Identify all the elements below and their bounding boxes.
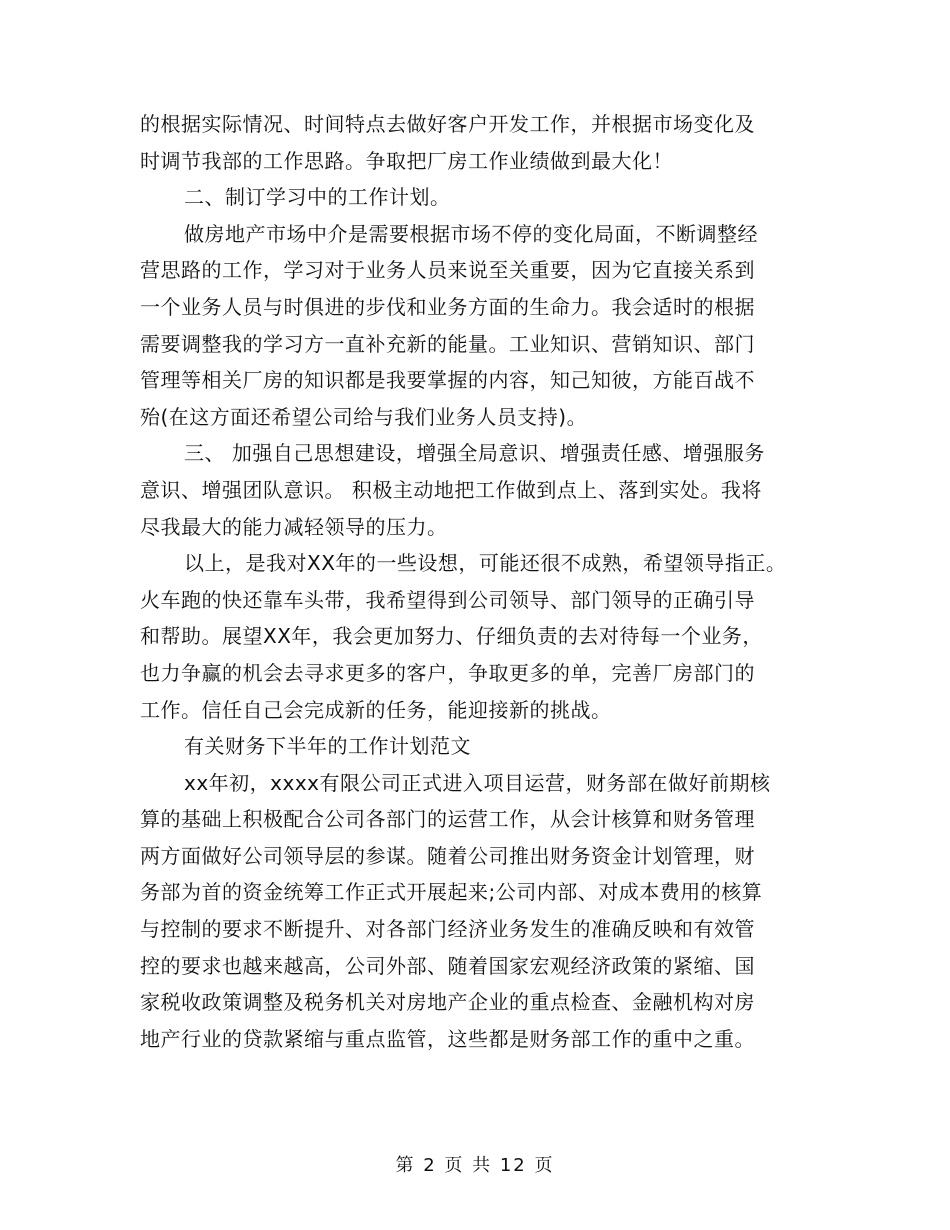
text-line: 控的要求也越来越高，公司外部、随着国家宏观经济政策的紧缩、国 (140, 953, 755, 978)
text-line: 务部为首的资金统筹工作正式开展起来;公司内部、对成本费用的核算 (140, 880, 763, 905)
text-line: 地产行业的贷款紧缩与重点监管，这些都是财务部工作的重中之重。 (140, 1026, 755, 1051)
text-line: 营思路的工作，学习对于业务人员来说至关重要，因为它直接关系到 (140, 258, 755, 283)
text-line: 一个业务人员与时俱进的步伐和业务方面的生命力。我会适时的根据 (140, 294, 755, 319)
document-body (140, 106, 820, 1057)
text-line: 管理等相关厂房的知识都是我要掌握的内容，知己知彼，方能百战不 (140, 368, 755, 393)
text-line: 两方面做好公司领导层的参谋。随着公司推出财务资金计划管理，财 (140, 843, 755, 868)
text-line: 和帮助。展望XX年，我会更加努力、仔细负责的去对待每一个业务， (140, 624, 763, 649)
text-line: 有关财务下半年的工作计划范文 (184, 734, 471, 759)
text-line: 以上，是我对XX年的一些设想，可能还很不成熟，希望领导指正。 (184, 551, 787, 576)
text-line: 意识、增强团队意识。 积极主动地把工作做到点上、落到实处。我将 (140, 477, 762, 502)
text-line: 与控制的要求不断提升、对各部门经济业务发生的准确反映和有效管 (140, 917, 755, 942)
text-line: 时调节我部的工作思路。争取把厂房工作业绩做到最大化！ (140, 148, 673, 173)
text-line: 二、制订学习中的工作计划。 (184, 185, 451, 210)
text-line: 做房地产市场中介是需要根据市场不停的变化局面，不断调整经 (184, 221, 758, 246)
text-line: 需要调整我的学习方一直补充新的能量。工业知识、营销知识、部门 (140, 331, 755, 356)
text-line: 工作。信任自己会完成新的任务，能迎接新的挑战。 (140, 697, 612, 722)
text-line: 也力争赢的机会去寻求更多的客户，争取更多的单，完善厂房部门的 (140, 660, 755, 685)
text-line: 火车跑的快还靠车头带，我希望得到公司领导、部门领导的正确引导 (140, 587, 755, 612)
text-line: 三、 加强自己思想建设，增强全局意识、增强责任感、增强服务 (184, 441, 765, 466)
text-line: 尽我最大的能力减轻领导的压力。 (140, 514, 448, 539)
page-footer: 第 2 页 共 12 页 (395, 1155, 555, 1176)
text-line: 算的基础上积极配合公司各部门的运营工作，从会计核算和财务管理 (140, 807, 755, 832)
text-line: 的根据实际情况、时间特点去做好客户开发工作，并根据市场变化及 (140, 112, 755, 136)
text-line: xx年初，xxxx有限公司正式进入项目运营，财务部在做好前期核 (184, 770, 771, 795)
text-line: 殆(在这方面还希望公司给与我们业务人员支持)。 (140, 404, 588, 429)
text-line: 家税收政策调整及税务机关对房地产企业的重点检查、金融机构对房 (140, 990, 755, 1015)
